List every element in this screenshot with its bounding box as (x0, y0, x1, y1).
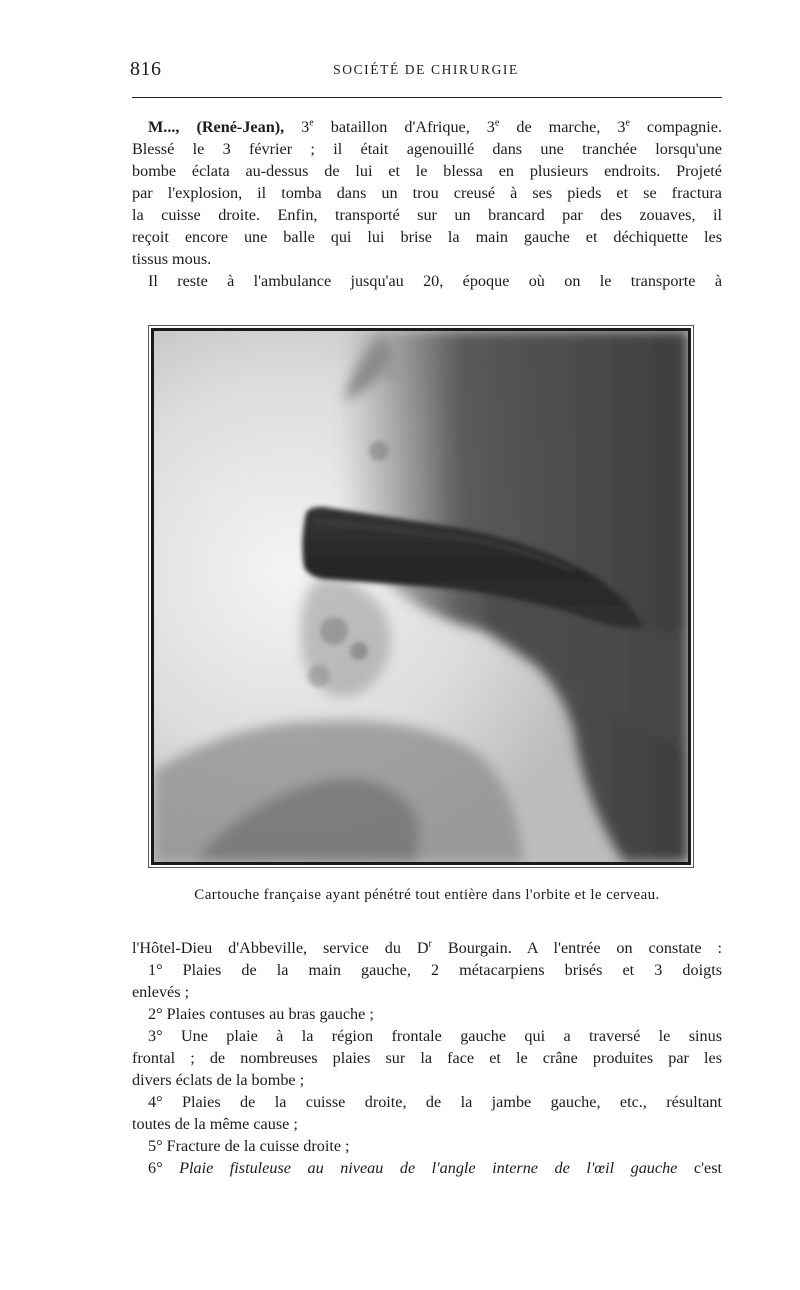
radiograph-figure (151, 328, 691, 865)
radiograph-image (154, 331, 688, 862)
running-title: SOCIÉTÉ DE CHIRURGIE (333, 62, 519, 77)
text-line: divers éclats de la bombe ; (132, 1071, 305, 1089)
list-item: 2° Plaies contuses au bras gauche ; (148, 1005, 374, 1023)
text-line: l'Hôtel-Dieu d'Abbeville, service du $D^r$ Bourgain. A l'entrée on constate : (132, 938, 723, 957)
text-line: toutes de la même cause ; (132, 1115, 298, 1133)
list-item: 5° Fracture de la cuisse droite ; (148, 1137, 350, 1155)
case-report-intro (132, 116, 722, 292)
list-item: 4° Plaies de la cuisse droite, de la jambe gauche, etc., résultant (148, 1093, 722, 1111)
figure-caption: Cartouche française ayant pénétré tout entière dans l'orbite et le cerveau. (194, 887, 660, 903)
text-line: M..., (René-Jean), 3e bataillon d'Afrique, 3e de marche, 3e compagnie. (148, 117, 722, 136)
page-number: 816 (130, 58, 162, 80)
text-line: frontal ; de nombreuses plaies sur la face et le crâne produites par les (132, 1049, 722, 1067)
text-line: par l'explosion, il tomba dans un trou creusé à ses pieds et se fractura (132, 184, 722, 202)
patient-name: M..., (René-Jean), (148, 118, 285, 136)
list-item: 3° Une plaie à la région frontale gauche qui a traversé le sinus (148, 1027, 722, 1045)
list-item: 1° Plaies de la main gauche, 2 métacarpiens brisés et 3 doigts (148, 961, 722, 979)
text-line: bombe éclata au-dessus de lui et le blessa en plusieurs endroits. Projeté (132, 162, 722, 180)
case-report-findings (132, 937, 722, 1179)
text-line: reçoit encore une balle qui lui brise la main gauche et déchiquette les (132, 228, 722, 246)
page-header (130, 58, 722, 88)
list-item: 6° Plaie fistuleuse au niveau de l'angle interne de l'œil gauche c'est (148, 1159, 722, 1177)
text-line: Blessé le 3 février ; il était agenouillé dans une tranchée lorsqu'une (132, 140, 722, 158)
text-line: la cuisse droite. Enfin, transporté sur un brancard par des zouaves, il (132, 206, 722, 224)
header-rule (132, 97, 722, 98)
text-line: Il reste à l'ambulance jusqu'au 20, époque où on le transporte à (148, 272, 722, 290)
text-line: enlevés ; (132, 983, 190, 1001)
text-line: tissus mous. (132, 250, 212, 268)
